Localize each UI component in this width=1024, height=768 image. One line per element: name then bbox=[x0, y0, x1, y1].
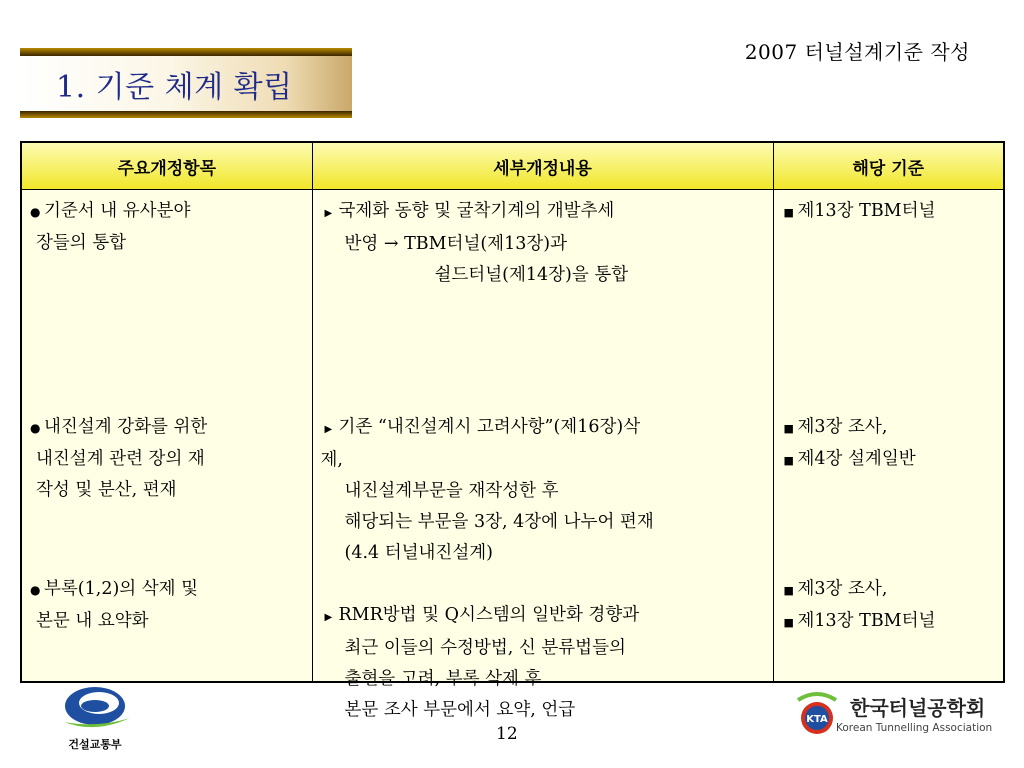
page-number: 12 bbox=[496, 724, 518, 744]
column-major-items bbox=[21, 190, 312, 683]
document-subtitle: 2007 터널설계기준 작성 bbox=[744, 40, 970, 64]
kta-badge-text: KTA bbox=[806, 714, 828, 725]
item-text: 내진설계 강화를 위한 bbox=[44, 417, 208, 437]
item-text: 부록(1,2)의 삭제 및 bbox=[44, 579, 199, 599]
ministry-logo-label: 건설교통부 bbox=[68, 738, 122, 751]
title-banner bbox=[20, 48, 352, 118]
kta-emblem-icon bbox=[792, 688, 842, 738]
table-body-row bbox=[21, 190, 1004, 683]
item-block-2 bbox=[30, 412, 207, 506]
item-block-1 bbox=[30, 196, 190, 259]
bullet-square-icon: ■ bbox=[783, 584, 794, 597]
bullet-triangle-icon: ▶ bbox=[324, 612, 333, 623]
standard-text: 제13장 TBM터널 bbox=[797, 611, 936, 631]
item-text: 장들의 통합 bbox=[36, 233, 127, 253]
detail-text: 본문 조사 부문에서 요약, 언급 bbox=[344, 700, 576, 720]
detail-text: 해당되는 부문을 3장, 4장에 나누어 편재 bbox=[344, 512, 654, 532]
column-standard bbox=[773, 190, 1004, 683]
column-detail-content bbox=[312, 190, 773, 720]
bullet-dot-icon: ● bbox=[30, 583, 41, 597]
detail-block-1 bbox=[325, 196, 629, 291]
standard-block-2 bbox=[784, 412, 916, 476]
bullet-triangle-icon: ▶ bbox=[324, 208, 333, 219]
item-text: 내진설계 관련 장의 재 bbox=[36, 449, 205, 469]
detail-text: 내진설계부문을 재작성한 후 bbox=[344, 481, 559, 501]
bullet-dot-icon: ● bbox=[30, 205, 41, 219]
detail-text: 반영 → TBM터널(제13장)과 bbox=[344, 234, 567, 254]
slide-title: 1. 기준 체계 확립 bbox=[56, 70, 293, 105]
detail-text: 쉴드터널(제14장)을 통합 bbox=[434, 265, 629, 285]
detail-block-3 bbox=[325, 600, 640, 726]
kta-subtitle: Korean Tunnelling Association bbox=[836, 722, 993, 734]
item-text: 기준서 내 유사분야 bbox=[44, 201, 191, 221]
banner-top-bar bbox=[20, 48, 352, 56]
detail-text: (4.4 터널내진설계) bbox=[344, 543, 493, 563]
item-text: 본문 내 요약화 bbox=[36, 611, 149, 631]
detail-text: 국제화 동향 및 굴착기계의 개발추세 bbox=[338, 201, 615, 221]
bullet-square-icon: ■ bbox=[783, 422, 794, 435]
detail-text: 기존 “내진설계시 고려사항”(제16장)삭 bbox=[338, 417, 641, 437]
bullet-square-icon: ■ bbox=[783, 454, 794, 467]
banner-bottom-bar bbox=[20, 111, 352, 118]
table-header-row bbox=[21, 142, 1004, 190]
detail-text: 최근 이들의 수정방법, 신 분류법들의 bbox=[344, 638, 626, 658]
ministry-logo bbox=[50, 682, 140, 754]
standard-text: 제3장 조사, bbox=[797, 579, 888, 599]
bullet-square-icon: ■ bbox=[783, 206, 794, 219]
standard-block-3 bbox=[784, 574, 936, 638]
ministry-emblem-icon bbox=[50, 682, 140, 736]
standard-text: 제13장 TBM터널 bbox=[797, 201, 936, 221]
standard-text: 제4장 설계일반 bbox=[797, 449, 916, 469]
item-block-3 bbox=[30, 574, 198, 637]
standard-text: 제3장 조사, bbox=[797, 417, 888, 437]
kta-name: 한국터널공학회 bbox=[850, 696, 986, 720]
header-major-items: 주요개정항목 bbox=[21, 142, 312, 190]
detail-block-2 bbox=[320, 412, 654, 569]
detail-text: RMR방법 및 Q시스템의 일반화 경향과 bbox=[338, 605, 640, 625]
bullet-dot-icon: ● bbox=[30, 421, 41, 435]
standard-block-1 bbox=[784, 196, 936, 228]
detail-text: 제, bbox=[320, 450, 343, 470]
bullet-triangle-icon: ▶ bbox=[324, 424, 333, 435]
header-detail-content: 세부개정내용 bbox=[312, 142, 773, 190]
bullet-square-icon: ■ bbox=[783, 616, 794, 629]
detail-text: 출현을 고려, 부록 삭제 후 bbox=[344, 669, 542, 689]
item-text: 작성 및 분산, 편재 bbox=[36, 480, 177, 500]
kta-logo bbox=[782, 684, 1014, 754]
header-standard: 해당 기준 bbox=[773, 142, 1004, 190]
